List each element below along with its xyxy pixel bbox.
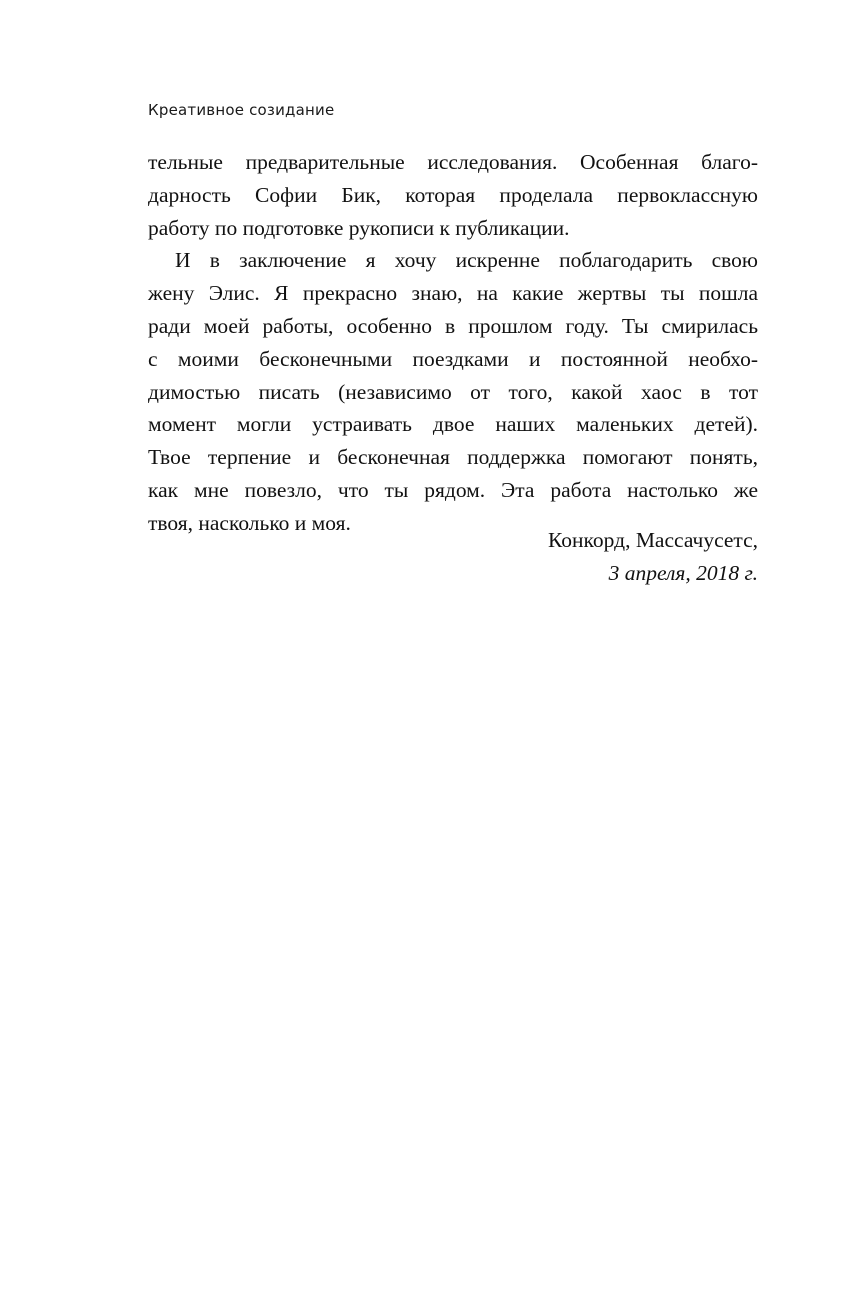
body-text — [148, 146, 758, 540]
signature-place: Конкорд, Массачусетс, — [548, 528, 758, 552]
text-line: димостью писать (независимо от того, какой хаос в тот — [148, 379, 758, 404]
text-line: с моими бесконечными поездками и постоянной необхо- — [148, 346, 758, 371]
text-line: как мне повезло, что ты рядом. Эта работа настолько же — [148, 477, 758, 502]
text-line: жену Элис. Я прекрасно знаю, на какие жертвы ты пошла — [148, 281, 758, 306]
text-line: И в заключение я хочу искренне поблагодарить свою — [175, 248, 758, 273]
text-line: твоя, насколько и моя. — [148, 510, 351, 535]
text-line: Твое терпение и бесконечная поддержка помогают понять, — [148, 445, 758, 470]
running-header: Креативное созидание — [148, 101, 335, 119]
text-line: дарность Софии Бик, которая проделала первоклассную — [148, 182, 758, 207]
text-line: работу по подготовке рукописи к публикации. — [148, 215, 570, 240]
signature-date: 3 апреля, 2018 г. — [608, 560, 758, 585]
text-line: ради моей работы, особенно в прошлом году. Ты смирилась — [148, 313, 758, 338]
signature-block — [548, 524, 758, 590]
text-line: тельные предварительные исследования. Особенная благо- — [148, 150, 758, 174]
text-line: момент могли устраивать двое наших маленьких детей). — [148, 412, 758, 437]
